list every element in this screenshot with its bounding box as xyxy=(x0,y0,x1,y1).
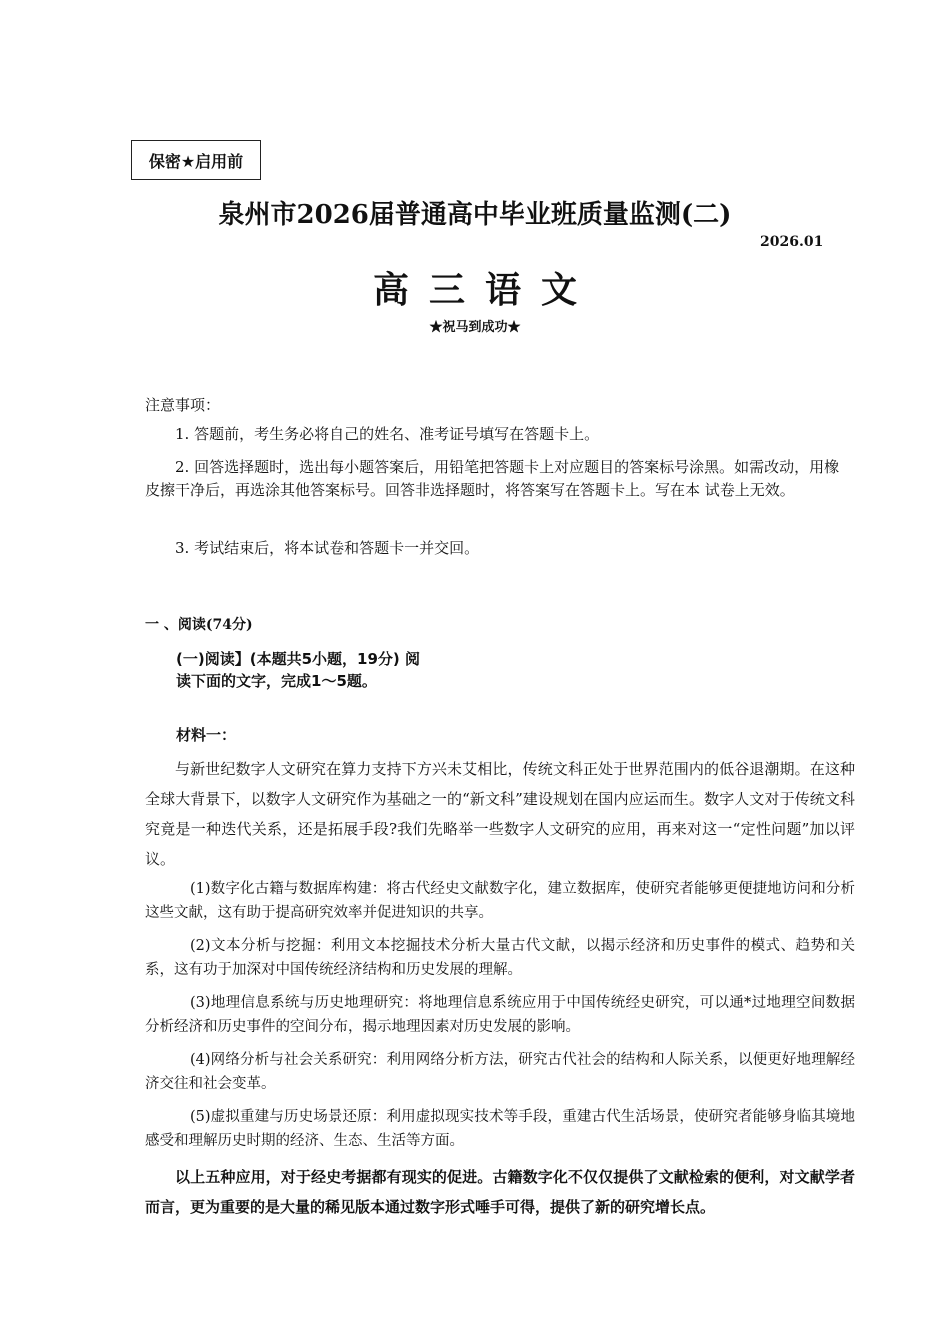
notice-item: 2. 回答选择题时，选出每小题答案后，用铅笔把答题卡上对应题目的答案标号涂黑。如需改动，用橡皮擦干净后，再选涂其他答案标号。回答非选择题时，将答案写在答题卡上。写在本 试卷上无效。 xyxy=(145,458,840,499)
confidential-label: 保密★启用前 xyxy=(131,140,261,180)
part-heading: (一)阅读】(本题共5小题，19分) 阅读下面的文字，完成1～5题。 xyxy=(176,650,420,690)
material-label: 材料一： xyxy=(176,726,237,744)
application-item: (4)网络分析与社会关系研究：利用网络分析方法，研究古代社会的结构和人际关系，以便更好地理解经济交往和社会变革。 xyxy=(145,1052,855,1092)
application-item: (5)虚拟重建与历史场景还原：利用虚拟现实技术等手段，重建古代生活场景，使研究者能够身临其境地感受和理解历史时期的经济、生态、生活等方面。 xyxy=(145,1109,855,1149)
subject-title: 高三语文 xyxy=(372,270,597,311)
notice-item: 3. 考试结束后，将本试卷和答题卡一并交回。 xyxy=(175,539,480,557)
exam-title: 泉州市2026届普通高中毕业班质量监测(二) xyxy=(218,200,732,230)
application-item: (2)文本分析与挖掘：利用文本挖掘技术分析大量古代文献，以揭示经济和历史事件的模式、趋势和关系，这有功于加深对中国传统经济结构和历史发展的理解。 xyxy=(145,938,855,978)
application-item: (3)地理信息系统与历史地理研究：将地理信息系统应用于中国传统经史研究，可以通*过地理空间数据分析经济和历史事件的空间分布，揭示地理因素对历史发展的影响。 xyxy=(145,995,855,1035)
intro-paragraph: 与新世纪数字人文研究在算力支持下方兴未艾相比，传统文科正处于世界范围内的低谷退潮期。在这种全球大背景下，以数字人文研究作为基础之一的“新文科”建设规划在国内应运而生。数字人文对于传统文科究竟是一种迭代关系，还是拓展手段?我们先略举一些数字人文研究的应用，再来对这一“定性问题”加以评议。 xyxy=(145,760,855,868)
blessing-line: ★祝马到成功★ xyxy=(429,320,521,335)
notice-heading: 注意事项： xyxy=(145,396,221,414)
section-heading: 一 、阅读(74分) xyxy=(145,617,253,633)
exam-date: 2026.01 xyxy=(760,234,824,250)
application-item: (1)数字化古籍与数据库构建：将古代经史文献数字化，建立数据库，使研究者能够更便捷地访问和分析这些文献，这有助于提高研究效率并促进知识的共享。 xyxy=(145,881,855,921)
notice-item: 1. 答题前，考生务必将自己的姓名、准考证号填写在答题卡上。 xyxy=(175,425,600,443)
summary-paragraph: 以上五种应用，对于经史考据都有现实的促进。古籍数字化不仅仅提供了文献检索的便利，对文献学者而言，更为重要的是大量的稀见版本通过数字形式唾手可得，提供了新的研究增长点。 xyxy=(145,1168,855,1216)
